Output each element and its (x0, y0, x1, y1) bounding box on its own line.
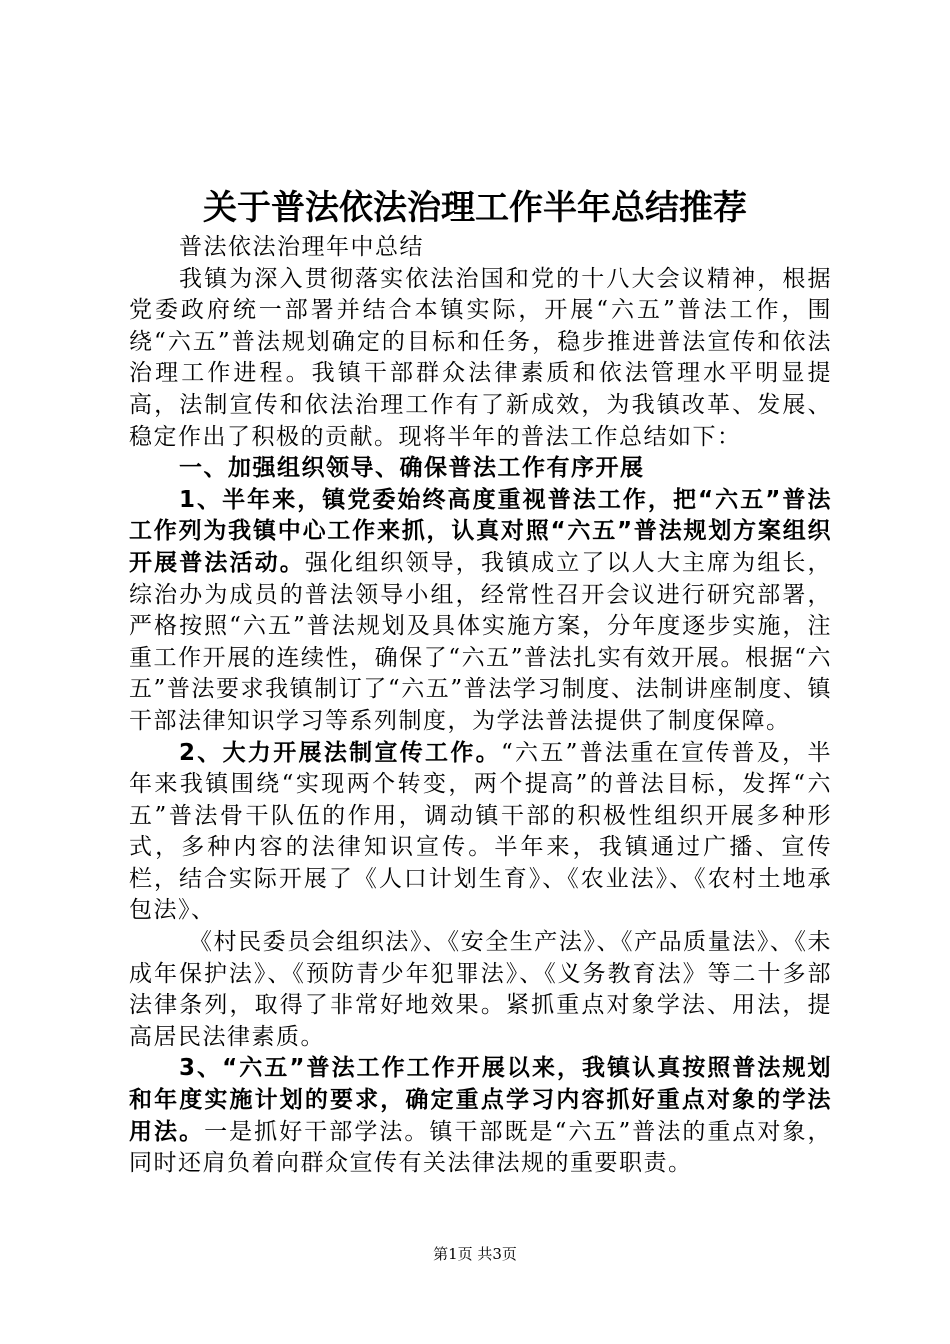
item2-continuation: 《村民委员会组织法》、《安全生产法》、《产品质量法》、《未成年保护法》、《预防青少年犯罪法》、《义务教育法》等二十多部法律条列，取得了非常好地效果。紧抓重点对象学法、用法，提高居民法律素质。 (129, 929, 832, 1050)
intro-paragraph: 我镇为深入贯彻落实依法治国和党的十八大会议精神，根据党委政府统一部署并结合本镇实际，开展“六五”普法工作，围绕“六五”普法规划确定的目标和任务，稳步推进普法宣传和依法治理工作进程。我镇干部群众法律素质和依法管理水平明显提高，法制宣传和依法治理工作有了新成效，为我镇改革、发展、稳定作出了积极的贡献。现将半年的普法工作总结如下： (129, 265, 832, 450)
item1-lead: 1、半年来，镇党委始终高度重视普法工作，把“六五”普法工作列为我镇中心工作来抓，认真对照“六五”普法规划方案组织开展普法活动。 (129, 486, 832, 576)
item2-lead: 2、大力开展法制宣传工作。 (179, 739, 501, 766)
item1-paragraph (129, 485, 832, 738)
subtitle-paragraph: 普法依法治理年中总结 (179, 234, 424, 260)
item3-text: 一是抓好干部学法。镇干部既是“六五”普法的重点对象，同时还肩负着向群众宣传有关法律法规的重要职责。 (129, 1118, 832, 1177)
document-body (129, 232, 832, 1180)
item3-paragraph (129, 1053, 832, 1179)
item2-paragraph (129, 738, 832, 928)
page-number-footer: 第1页 共3页 (433, 1245, 517, 1263)
item2-text: “六五”普法重在宣传普及，半年来我镇围绕“实现两个转变，两个提高”的普法目标，发挥“六五”普法骨干队伍的作用，调动镇干部的积极性组织开展多种形式，多种内容的法律知识宣传。半年来，我镇通过广播、宣传栏，结合实际开展了《人口计划生育》、《农业法》、《农村土地承包法》、 (129, 739, 832, 924)
item3-lead: 3、“六五”普法工作工作开展以来，我镇认真按照普法规划和年度实施计划的要求，确定重点学习内容抓好重点对象的学法用法。 (129, 1055, 832, 1145)
item1-text: 强化组织领导，我镇成立了以人大主席为组长，综治办为成员的普法领导小组，经常性召开会议进行研究部署，严格按照“六五”普法规划及具体实施方案，分年度逐步实施，注重工作开展的连续性，确保了“六五”普法扎实有效开展。根据“六五”普法要求我镇制订了“六五”普法学习制度、法制讲座制度、镇干部法律知识学习等系列制度，为学法普法提供了制度保障。 (129, 549, 833, 734)
section1-heading: 一、加强组织领导、确保普法工作有序开展 (179, 455, 645, 482)
document-title: 关于普法依法治理工作半年总结推荐 (203, 188, 747, 228)
